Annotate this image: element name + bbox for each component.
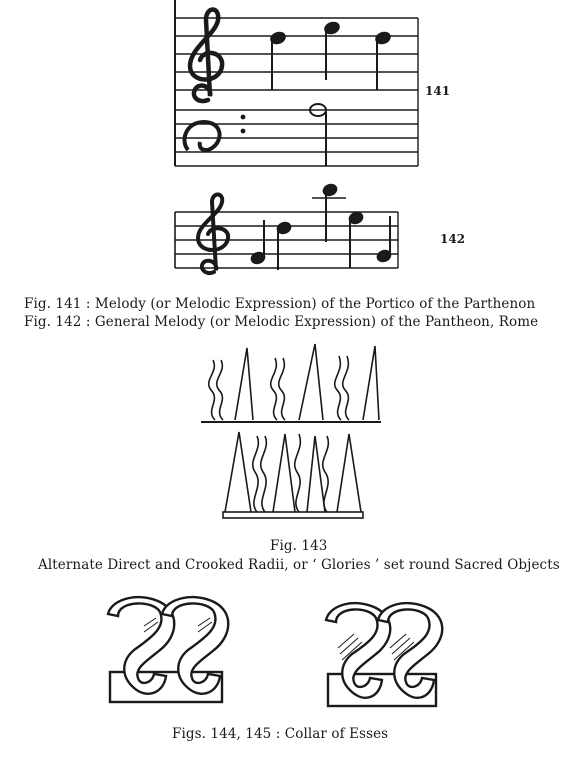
treble-notes: [270, 21, 392, 90]
direct-radius: [337, 434, 361, 512]
figure-number-142: 142: [440, 232, 466, 246]
direct-radius: [299, 344, 323, 420]
figure-143-glories: [195, 340, 385, 530]
figure-142-music-staff: [150, 180, 410, 275]
fig145-svg: [324, 604, 442, 708]
crooked-radius: [335, 356, 341, 420]
fig143-svg: [195, 340, 385, 530]
base-plinth: [223, 512, 363, 518]
crooked-radius: [253, 436, 259, 512]
lower-glory-row: [223, 432, 363, 518]
figure-141-music-staves: [150, 0, 430, 170]
figure-145-esses: [324, 604, 442, 708]
note-head: [322, 183, 338, 197]
hatching: [144, 618, 212, 632]
direct-radius: [225, 432, 251, 512]
crooked-radius: [295, 434, 301, 512]
crooked-radius: [217, 360, 223, 420]
crooked-radius: [261, 436, 267, 512]
fig141-svg: [150, 0, 430, 170]
fig144-svg: [104, 596, 230, 706]
crooked-radius: [323, 436, 329, 512]
direct-radius: [307, 436, 325, 512]
bass-staff: [175, 110, 418, 166]
direct-radius: [235, 348, 253, 420]
crooked-radius: [271, 358, 277, 420]
treble-clef-icon: [190, 10, 222, 102]
caption-fig-143: Alternate Direct and Crooked Radii, or ‘ Glories ’ set round Sacred Objects: [38, 557, 560, 573]
caption-fig-141: Fig. 141 : Melody (or Melodic Expression) of the Portico of the Parthenon: [24, 296, 536, 312]
direct-radius: [363, 346, 379, 420]
treble-clef-icon: [198, 195, 228, 274]
direct-radius: [273, 434, 295, 512]
clef-dot: [241, 129, 246, 134]
clef-dot: [241, 115, 246, 120]
caption-fig-143-number: Fig. 143: [270, 538, 328, 554]
fig142-svg: [150, 180, 410, 275]
figure-number-141: 141: [425, 84, 451, 98]
figure-144-esses: [104, 596, 230, 706]
upper-glory-row: [201, 344, 381, 422]
crooked-radius: [209, 360, 215, 420]
bass-clef-icon: [185, 122, 220, 150]
crooked-radius: [343, 356, 349, 420]
bass-note: [310, 104, 326, 166]
caption-figs-144-145: Figs. 144, 145 : Collar of Esses: [172, 726, 389, 742]
crooked-radius: [279, 358, 285, 420]
caption-fig-142: Fig. 142 : General Melody (or Melodic Expression) of the Pantheon, Rome: [24, 314, 539, 330]
